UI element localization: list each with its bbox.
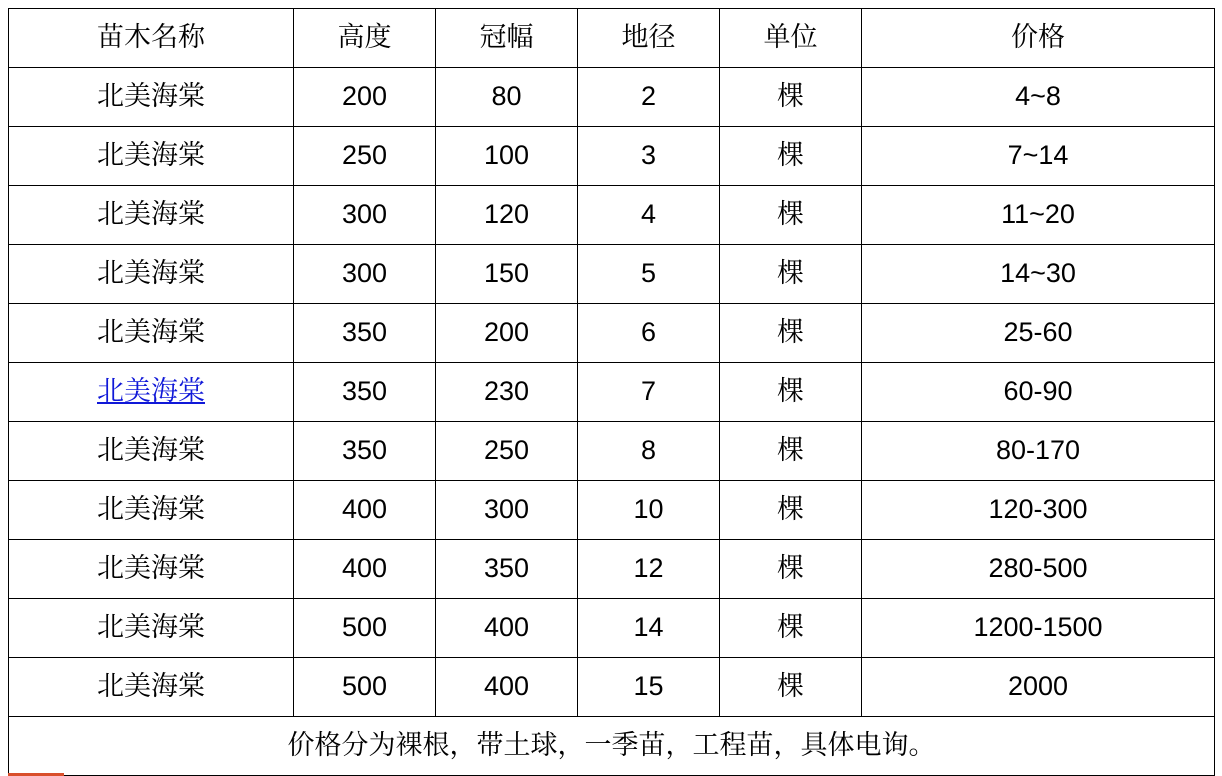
cell-name: 北美海棠 [9,599,294,658]
cell-price: 80-170 [862,422,1215,481]
column-header-crown: 冠幅 [436,9,578,68]
table-row [9,599,1215,658]
table-row [9,481,1215,540]
cell-unit: 棵 [720,68,862,127]
cell-price: 280-500 [862,540,1215,599]
cell-unit: 棵 [720,599,862,658]
cell-diameter: 7 [578,363,720,422]
cell-crown: 350 [436,540,578,599]
cell-crown: 80 [436,68,578,127]
document-page [0,8,1222,776]
table-row [9,127,1215,186]
table-row [9,304,1215,363]
header-row [9,9,1215,68]
cell-diameter: 15 [578,658,720,717]
cell-unit: 棵 [720,540,862,599]
cell-diameter: 5 [578,245,720,304]
column-header-name: 苗木名称 [9,9,294,68]
cell-name-link[interactable]: 北美海棠 [9,363,294,422]
cell-unit: 棵 [720,481,862,540]
column-header-unit: 单位 [720,9,862,68]
cell-crown: 400 [436,658,578,717]
cell-crown: 230 [436,363,578,422]
cell-price: 1200-1500 [862,599,1215,658]
cell-height: 250 [294,127,436,186]
cell-price: 11~20 [862,186,1215,245]
cell-price: 7~14 [862,127,1215,186]
cell-diameter: 12 [578,540,720,599]
cell-height: 350 [294,363,436,422]
cell-height: 350 [294,304,436,363]
cell-name: 北美海棠 [9,540,294,599]
cell-unit: 棵 [720,422,862,481]
cell-height: 300 [294,186,436,245]
cell-name: 北美海棠 [9,186,294,245]
table-row [9,422,1215,481]
cell-height: 400 [294,540,436,599]
cell-unit: 棵 [720,304,862,363]
cell-name: 北美海棠 [9,481,294,540]
cell-unit: 棵 [720,186,862,245]
cell-price: 25-60 [862,304,1215,363]
cell-diameter: 2 [578,68,720,127]
cell-crown: 300 [436,481,578,540]
cell-name: 北美海棠 [9,658,294,717]
cell-crown: 150 [436,245,578,304]
cell-diameter: 4 [578,186,720,245]
footer-note: 价格分为裸根，带土球，一季苗，工程苗，具体电询。 [9,717,1215,776]
nursery-price-table [8,8,1215,776]
cell-name: 北美海棠 [9,304,294,363]
cell-unit: 棵 [720,127,862,186]
cell-diameter: 3 [578,127,720,186]
cell-diameter: 14 [578,599,720,658]
cell-price: 60-90 [862,363,1215,422]
cell-unit: 棵 [720,245,862,304]
cell-price: 14~30 [862,245,1215,304]
cell-crown: 100 [436,127,578,186]
cell-price: 2000 [862,658,1215,717]
cell-crown: 200 [436,304,578,363]
table-row [9,68,1215,127]
cell-crown: 400 [436,599,578,658]
table-header [9,9,1215,68]
cell-height: 500 [294,658,436,717]
table-row [9,540,1215,599]
cell-crown: 250 [436,422,578,481]
cell-name: 北美海棠 [9,127,294,186]
table-row [9,245,1215,304]
cell-name: 北美海棠 [9,245,294,304]
cell-diameter: 8 [578,422,720,481]
cell-crown: 120 [436,186,578,245]
table-footer-row [9,717,1215,776]
cell-diameter: 10 [578,481,720,540]
column-header-price: 价格 [862,9,1215,68]
cell-height: 300 [294,245,436,304]
cell-unit: 棵 [720,363,862,422]
table-row [9,186,1215,245]
cell-price: 120-300 [862,481,1215,540]
cell-height: 350 [294,422,436,481]
table-body [9,68,1215,776]
cell-unit: 棵 [720,658,862,717]
cell-height: 500 [294,599,436,658]
column-header-diameter: 地径 [578,9,720,68]
cell-name: 北美海棠 [9,422,294,481]
column-header-height: 高度 [294,9,436,68]
cell-height: 200 [294,68,436,127]
cell-diameter: 6 [578,304,720,363]
cell-price: 4~8 [862,68,1215,127]
table-row-highlighted [9,363,1215,422]
table-row [9,658,1215,717]
cell-name: 北美海棠 [9,68,294,127]
cell-height: 400 [294,481,436,540]
